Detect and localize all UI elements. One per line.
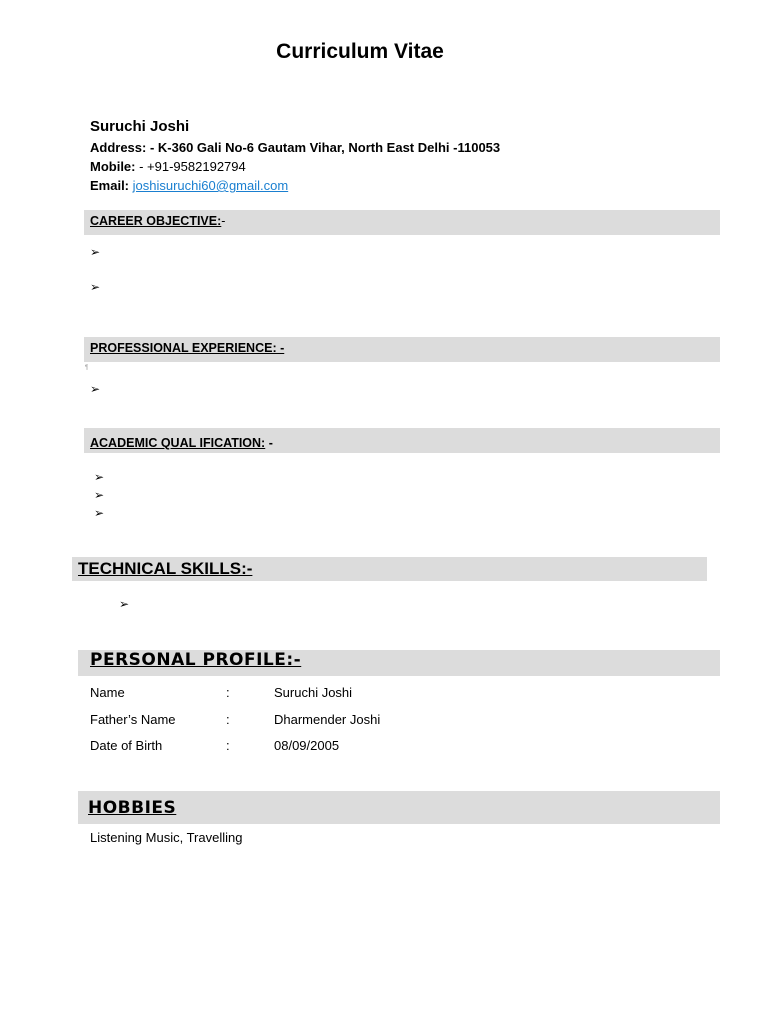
academic-qualification-label: ACADEMIC QUAL IFICATION: (90, 436, 266, 450)
email-link[interactable]: joshisuruchi60@gmail.com (132, 178, 289, 193)
hobbies-text: Listening Music, Travelling (90, 830, 243, 845)
profile-colon: : (226, 712, 230, 727)
mobile-label: Mobile: (90, 159, 136, 174)
paragraph-mark: ¶ (85, 365, 89, 371)
address-value: - K-360 Gali No-6 Gautam Vihar, North East Delhi -110053 (146, 140, 501, 155)
career-objective-suffix: - (221, 214, 226, 228)
address-line (90, 138, 500, 157)
profile-colon: : (226, 738, 230, 753)
profile-label: Father’s Name (90, 712, 176, 727)
career-objective-heading (90, 214, 225, 228)
applicant-name: Suruchi Joshi (90, 118, 190, 135)
technical-skills-label: TECHNICAL SKILLS:- (78, 559, 253, 578)
page-title (0, 40, 720, 64)
academic-qualification-heading (90, 436, 273, 450)
mobile-value: - +91-9582192794 (135, 159, 246, 174)
address-label: Address: (90, 140, 147, 155)
professional-experience-label: PROFESSIONAL EXPERIENCE: - (90, 341, 285, 355)
email-line (90, 176, 500, 195)
email-label: Email: (90, 178, 130, 193)
technical-skills-bullet: ➢ (119, 597, 130, 611)
technical-skills-heading (78, 559, 252, 579)
profile-colon: : (226, 685, 230, 700)
profile-value: 08/09/2005 (274, 738, 340, 753)
academic-qualification-bullet: ➢ (94, 488, 105, 502)
career-objective-bullet: ➢ (90, 245, 101, 259)
page-title-text: Curriculum Vitae (276, 40, 444, 63)
personal-profile-label: PERSONAL PROFILE:- (90, 650, 302, 670)
career-objective-bullet: ➢ (90, 280, 101, 294)
professional-experience-bullet: ➢ (90, 382, 101, 396)
personal-profile-heading (90, 650, 301, 670)
profile-label: Date of Birth (90, 738, 163, 753)
academic-qualification-bullet: ➢ (94, 470, 105, 484)
hobbies-label: HOBBIES (88, 798, 177, 818)
profile-label: Name (90, 685, 125, 700)
profile-value: Dharmender Joshi (274, 712, 381, 727)
contact-block (90, 116, 500, 195)
career-objective-label: CAREER OBJECTIVE: (90, 214, 222, 228)
professional-experience-heading (90, 341, 284, 355)
hobbies-heading (88, 798, 176, 818)
academic-qualification-suffix: - (265, 436, 273, 450)
academic-qualification-bullet: ➢ (94, 506, 105, 520)
profile-value: Suruchi Joshi (274, 685, 353, 700)
mobile-line (90, 157, 500, 176)
